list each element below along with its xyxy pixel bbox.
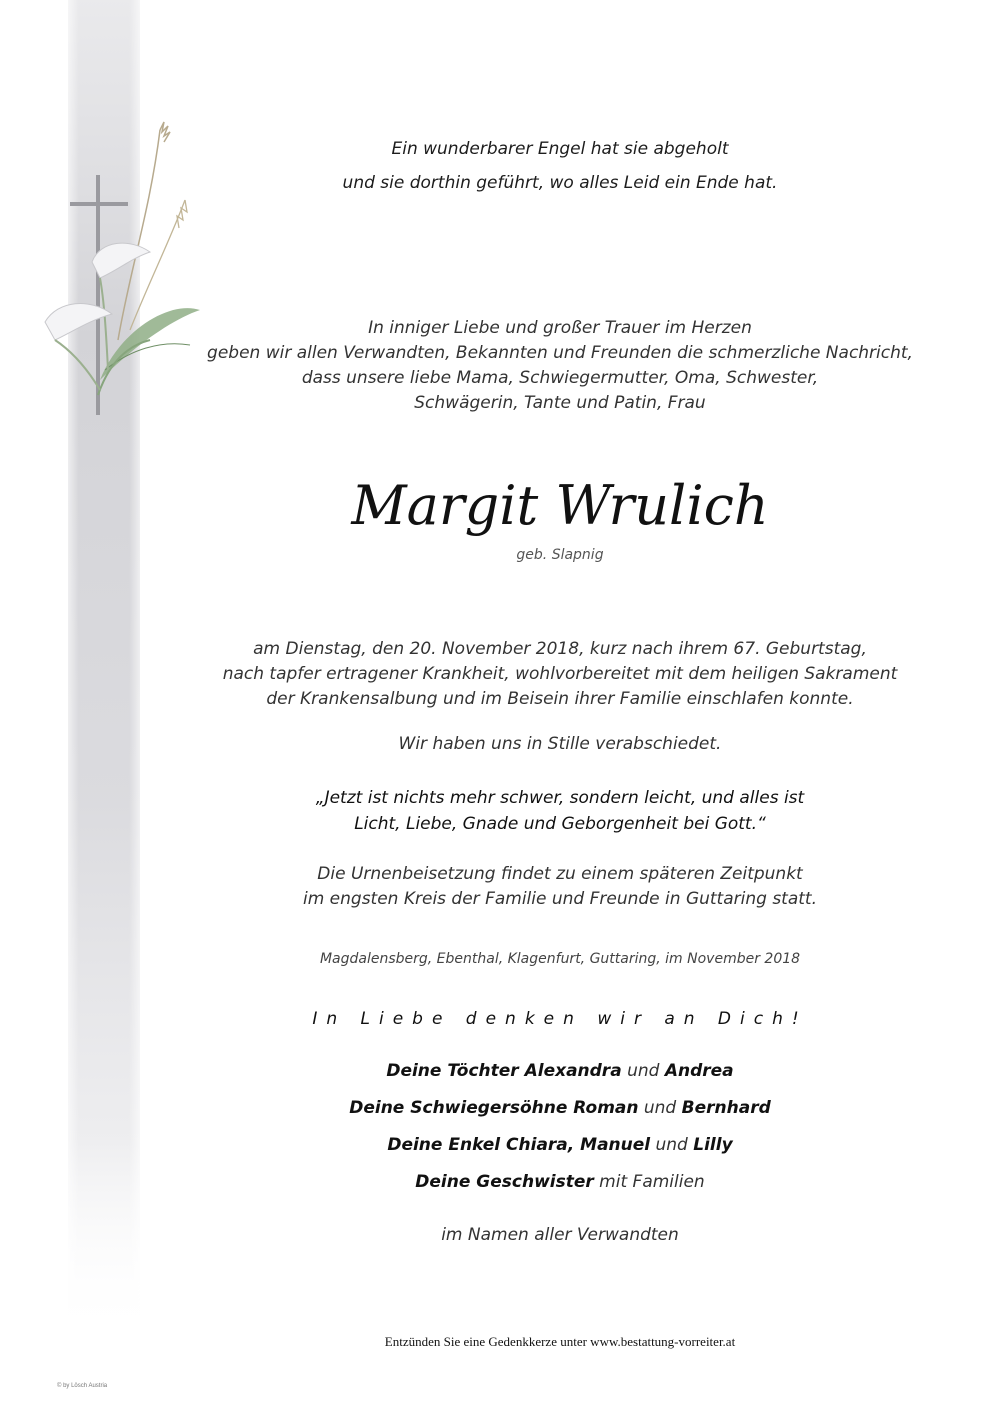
quote-line-2: Licht, Liebe, Gnade und Geborgenheit bei Gott.“ [354, 814, 766, 834]
mourner-names: Bernhard [681, 1098, 771, 1118]
mourner-names: Deine Schwiegersöhne Roman [349, 1098, 639, 1118]
mourner-connector: und [621, 1061, 665, 1081]
announcement-line: geben wir allen Verwandten, Bekannten und Freunden die schmerzliche Nachricht, [207, 343, 913, 363]
deceased-name: Margit Wrulich [351, 474, 769, 537]
motto [200, 132, 920, 200]
mourner-entry [200, 1053, 920, 1090]
mourner-names: Deine Geschwister [415, 1172, 594, 1192]
mourners-list [200, 1053, 920, 1201]
announcement-line: In inniger Liebe und großer Trauer im Herzen [368, 318, 752, 338]
mourner-entry [200, 1090, 920, 1127]
death-notice-line: der Krankensalbung und im Beisein ihrer Familie einschlafen konnte. [266, 689, 854, 709]
urn-burial-notice [200, 862, 920, 912]
announcement-line: dass unsere liebe Mama, Schwiegermutter, Oma, Schwester, [301, 368, 819, 388]
mourner-entry [200, 1127, 920, 1164]
mourner-names: Andrea [664, 1061, 734, 1081]
death-notice [200, 637, 920, 712]
urn-line-2: im engsten Kreis der Familie und Freunde in Guttaring statt. [302, 889, 817, 909]
mourner-connector: mit Familien [593, 1172, 705, 1192]
quote [200, 785, 920, 837]
announcement [200, 316, 920, 416]
cross-lily-decoration-icon [0, 0, 220, 1415]
love-line: In Liebe denken wir an Dich! [312, 1009, 808, 1029]
announcement-line: Schwägerin, Tante und Patin, Frau [414, 393, 706, 413]
mourner-names: Deine Enkel Chiara, Manuel [387, 1135, 651, 1155]
mourner-names: Deine Töchter Alexandra [386, 1061, 622, 1081]
mourner-entry [200, 1164, 920, 1201]
birth-name: geb. Slapnig [516, 547, 604, 563]
place-and-date: Magdalensberg, Ebenthal, Klagenfurt, Guttaring, im November 2018 [319, 951, 801, 967]
mourner-names: Lilly [693, 1135, 733, 1155]
urn-line-1: Die Urnenbeisetzung findet zu einem späteren Zeitpunkt [317, 864, 803, 884]
farewell-text: Wir haben uns in Stille verabschiedet. [398, 734, 722, 754]
death-notice-line: am Dienstag, den 20. November 2018, kurz nach ihrem 67. Geburtstag, [253, 639, 867, 659]
motto-line-2: und sie dorthin geführt, wo alles Leid ein Ende hat. [342, 173, 778, 193]
death-notice-line: nach tapfer ertragener Krankheit, wohlvorbereitet mit dem heiligen Sakrament [222, 664, 898, 684]
memorial-candle-footer: Entzünden Sie eine Gedenkkerze unter www.bestattung-vorreiter.at [384, 1334, 736, 1349]
copyright-notice: © by Lösch Austria [57, 1383, 108, 1389]
mourner-connector: und [650, 1135, 694, 1155]
motto-line-1: Ein wunderbarer Engel hat sie abgeholt [391, 139, 729, 159]
signature: im Namen aller Verwandten [441, 1225, 679, 1245]
mourner-connector: und [638, 1098, 682, 1118]
quote-line-1: „Jetzt ist nichts mehr schwer, sondern leicht, und alles ist [315, 788, 805, 808]
